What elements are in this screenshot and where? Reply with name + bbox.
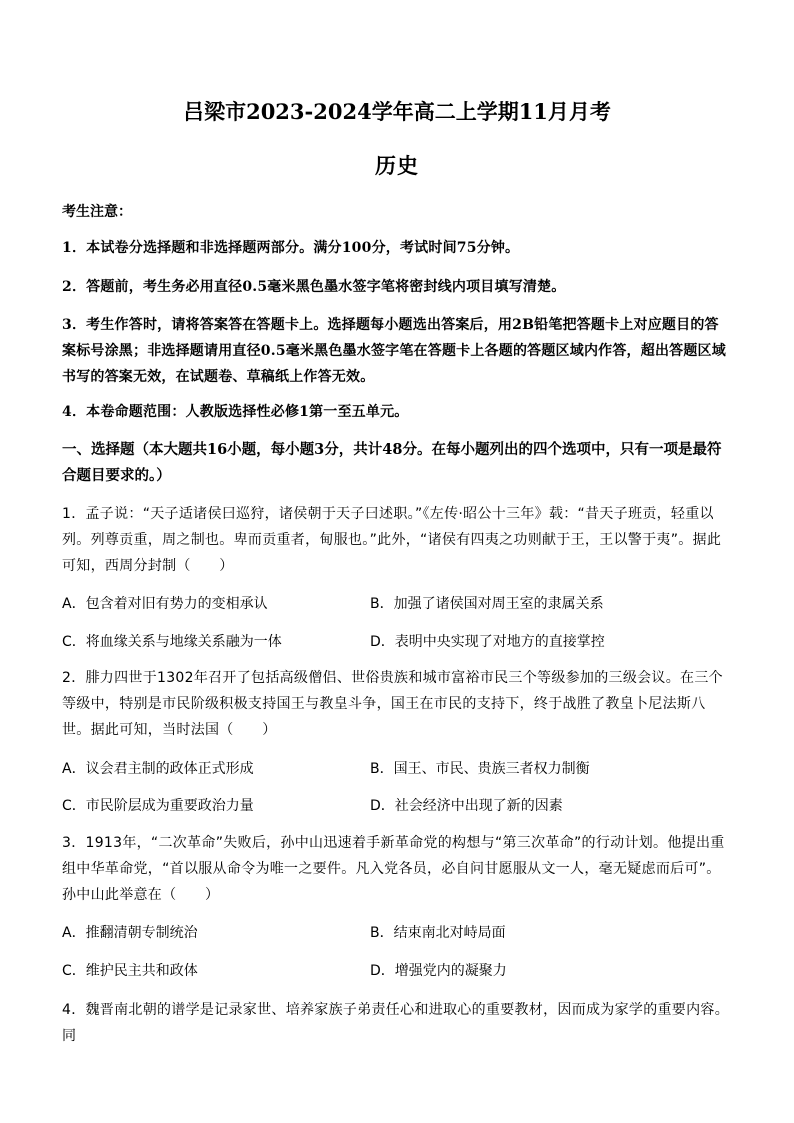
- question-3-option-c: C．维护民主共和政体: [62, 963, 198, 979]
- notice-item-1: 1．本试卷分选择题和非选择题两部分。满分100分，考试时间75分钟。: [62, 240, 520, 256]
- section-heading: 一、选择题（本大题共16小题，每小题3分，共计48分。在每小题列出的四个选项中，只有一项是最符合题目要求的。）: [62, 441, 722, 484]
- notice-item-2: 2．答题前，考生务必用直径0.5毫米黑色墨水签字笔将密封线内项目填写清楚。: [62, 279, 566, 295]
- question-2-stem: 2．腓力四世于1302年召开了包括高级僧侣、世俗贵族和城市富裕市民三个等级参加的三级会议。在三个等级中，特别是市民阶级积极支持国王与教皇斗争，国王在市民的支持下，终于战胜了教皇卜尼法斯八世。据此可知，当时法国（ ）: [62, 670, 723, 738]
- question-1-option-d: D．表明中央实现了对地方的直接掌控: [370, 634, 605, 650]
- question-3-option-b: B．结束南北对峙局面: [370, 925, 506, 941]
- question-2-option-d: D．社会经济中出现了新的因素: [370, 798, 563, 814]
- question-3-stem: 3．1913年，“二次革命”失败后，孙中山迅速着手新革命党的构想与“第三次革命”的行动计划。他提出重组中华革命党，“首以服从命令为唯一之要件。凡入党各员，必自问甘愿服从文一人，毫无疑虑而后可”。孙中山此举意在（ ）: [62, 835, 725, 903]
- question-1-option-b: B．加强了诸侯国对周王室的隶属关系: [370, 596, 604, 612]
- question-1-option-a: A．包含着对旧有势力的变相承认: [62, 596, 268, 612]
- question-2-option-c: C．市民阶层成为重要政治力量: [62, 798, 254, 814]
- subject-title: 历史: [375, 153, 419, 178]
- notice-item-3: 3．考生作答时，请将答案答在答题卡上。选择题每小题选出答案后，用2B铅笔把答题卡上对应题目的答案标号涂黑；非选择题请用直径0.5毫米黑色墨水签字笔在答题卡上各题的答题区域内作答，超出答题区域书写的答案无效，在试题卷、草稿纸上作答无效。: [62, 317, 726, 385]
- question-4-stem: 4．魏晋南北朝的谱学是记录家世、培养家族子弟责任心和进取心的重要教材，因而成为家学的重要内容。同: [62, 1002, 730, 1044]
- question-2-option-a: A．议会君主制的政体正式形成: [62, 761, 254, 777]
- question-1-option-c: C．将血缘关系与地缘关系融为一体: [62, 634, 282, 650]
- exam-title: 吕梁市2023-2024学年高二上学期11月月考: [183, 99, 611, 124]
- question-3-option-d: D．增强党内的凝聚力: [370, 963, 507, 979]
- question-2-option-b: B．国王、市民、贵族三者权力制衡: [370, 761, 590, 777]
- notice-heading: 考生注意：: [62, 204, 132, 220]
- question-3-option-a: A．推翻清朝专制统治: [62, 925, 198, 941]
- question-1-stem: 1．孟子说：“天子适诸侯曰巡狩，诸侯朝于天子曰述职。”《左传·昭公十三年》载：“昔天子班贡，轻重以列。列尊贡重，周之制也。卑而贡重者，甸服也。”此外，“诸侯有四夷之功则献于王，王以警于夷”。据此可知，西周分封制（ ）: [62, 506, 722, 574]
- notice-item-4: 4．本卷命题范围：人教版选择性必修1第一至五单元。: [62, 404, 409, 420]
